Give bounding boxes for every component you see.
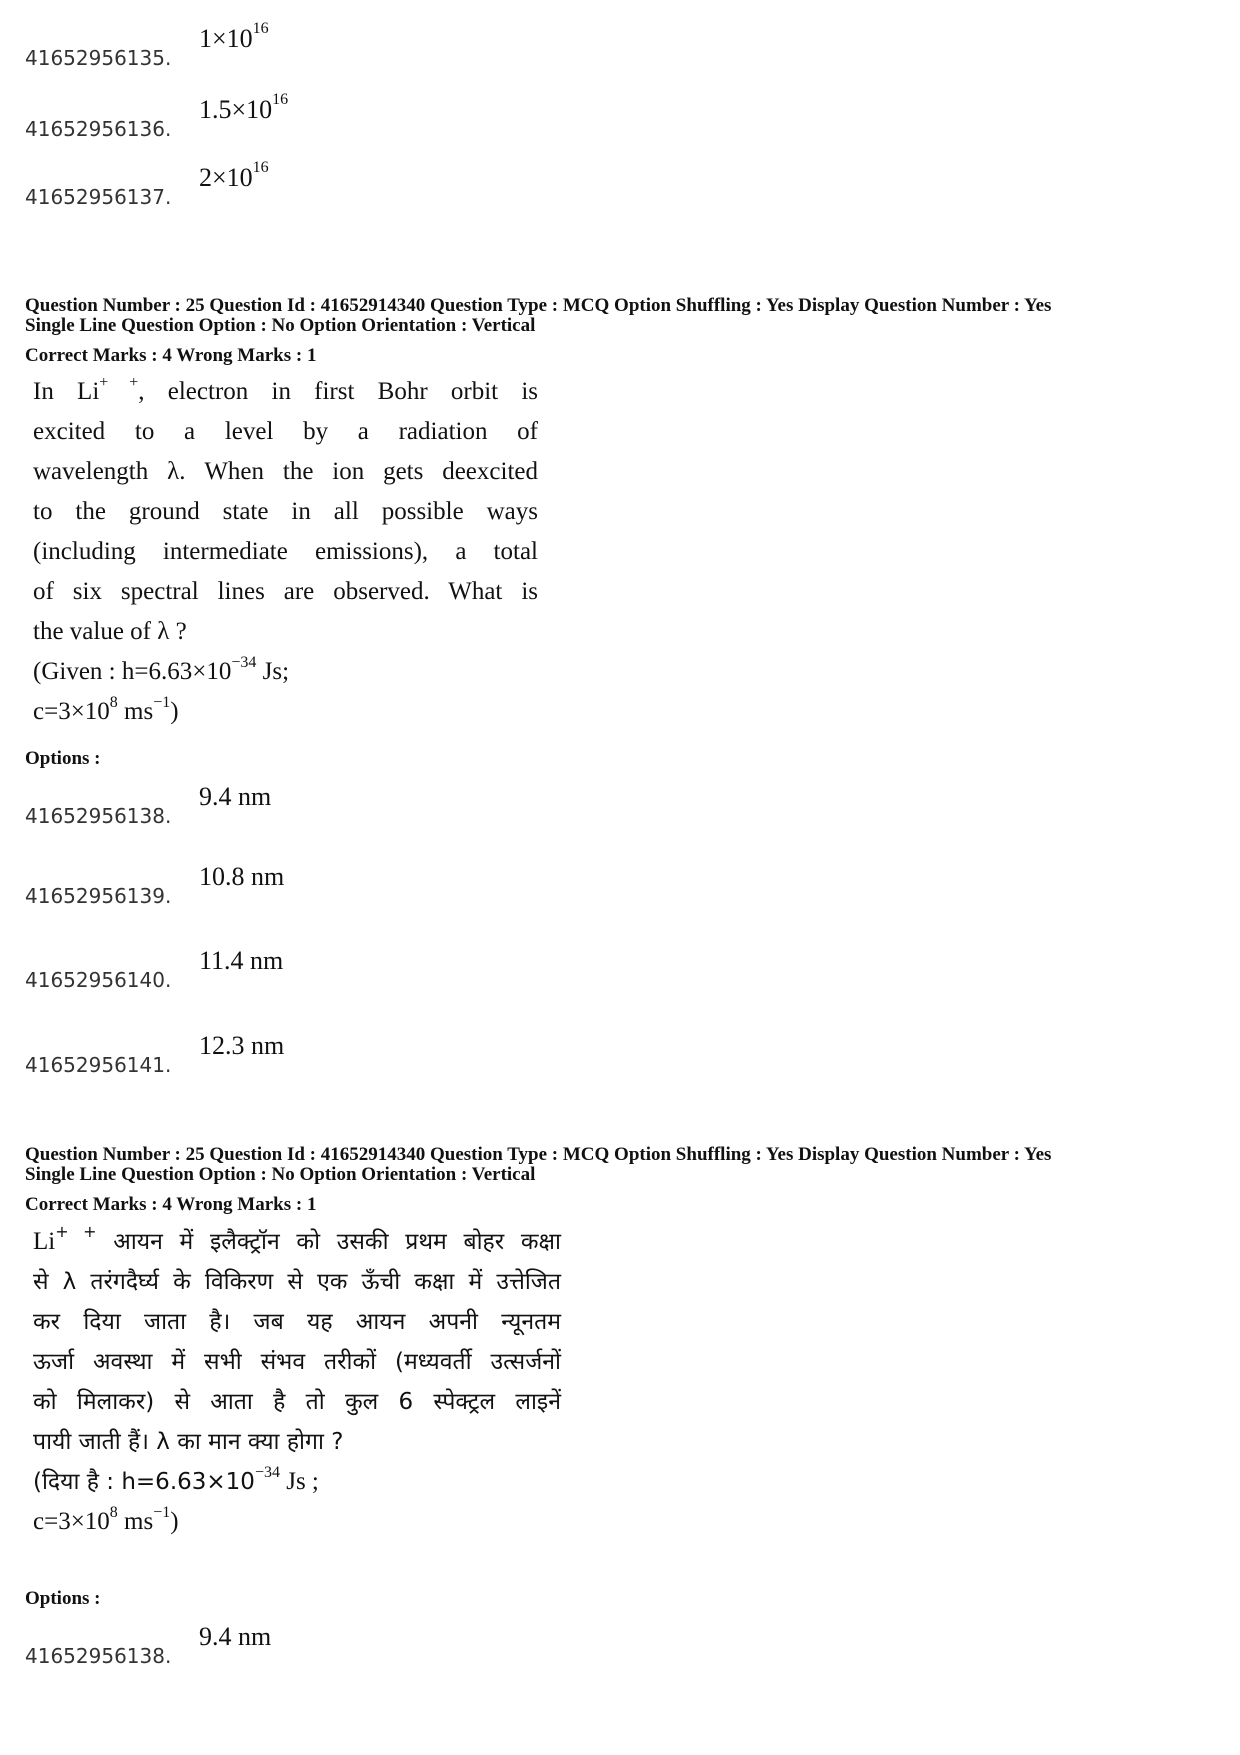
- question-text: [33, 372, 538, 732]
- question-meta: Question Number : 25 Question Id : 41652914340 Question Type : MCQ Option Shuffling : Yes Display Question Number : Yes Single Line Question Option : No Option Orientation : Vertical: [25, 1144, 1052, 1185]
- given-line: $c=3\times 10^8$ $ms^{-1}$): [33, 1504, 179, 1535]
- question-line: Li+ + आयन में इलैक्ट्रॉन को उसकी प्रथम बोहर कक्षा: [33, 1222, 561, 1255]
- option-value: 10.8 nm: [199, 862, 285, 891]
- option-value: $2\times 10^{16}$: [199, 159, 269, 192]
- question-line: In Li+ +, electron in first Bohr orbit is: [33, 374, 538, 405]
- question-line: से λ तरंगदैर्घ्य के विकिरण से एक ऊँची कक्षा में उत्तेजित: [33, 1269, 561, 1295]
- question-line: पायी जाती हैं। λ का मान क्या होगा ?: [33, 1429, 344, 1455]
- option-value: $1.5\times 10^{16}$: [199, 91, 289, 124]
- options-label: Options :: [25, 1588, 101, 1609]
- given-line: (Given : $h=6.63\times 10^{-34}$ Js;: [33, 654, 290, 685]
- question-line: (including intermediate emissions), a total: [33, 538, 538, 565]
- question-line: wavelength λ. When the ion gets deexcited: [33, 458, 538, 485]
- option-value: 9.4 nm: [199, 782, 272, 811]
- question-line: excited to a level by a radiation of: [33, 418, 538, 445]
- option-id: 41652956138.: [25, 1644, 172, 1668]
- question-line: को मिलाकर) से आता है तो कुल 6 स्पेक्ट्रल लाइनें: [33, 1389, 561, 1415]
- option-value: $1\times 10^{16}$: [199, 20, 269, 53]
- question-line: to the ground state in all possible ways: [33, 498, 538, 525]
- option-id: 41652956140.: [25, 968, 172, 992]
- option-value: 12.3 nm: [199, 1031, 285, 1060]
- question-meta: Question Number : 25 Question Id : 41652914340 Question Type : MCQ Option Shuffling : Yes Display Question Number : Yes Single Line Question Option : No Option Orientation : Vertical: [25, 295, 1052, 336]
- option-id: 41652956135.: [25, 46, 172, 70]
- question-text: [33, 1222, 561, 1542]
- question-line: of six spectral lines are observed. What is: [33, 578, 538, 605]
- question-line: ऊर्जा अवस्था में सभी संभव तरीकों (मध्यवर्ती उत्सर्जनों: [33, 1349, 561, 1375]
- option-id: 41652956136.: [25, 117, 172, 141]
- option-id: 41652956141.: [25, 1053, 172, 1077]
- question-line: the value of λ ?: [33, 618, 187, 645]
- option-id: 41652956138.: [25, 804, 172, 828]
- option-id: 41652956139.: [25, 884, 172, 908]
- options-label: Options :: [25, 748, 101, 769]
- option-id: 41652956137.: [25, 185, 172, 209]
- option-value: 11.4 nm: [199, 946, 284, 975]
- given-line: $c=3\times 10^8$ $ms^{-1}$): [33, 694, 179, 725]
- given-line: (दिया है : $h=6.63\times 10^{-34}$ Js ;: [33, 1464, 319, 1495]
- option-value: 9.4 nm: [199, 1622, 272, 1651]
- question-marks: Correct Marks : 4 Wrong Marks : 1: [25, 1194, 317, 1215]
- question-marks: Correct Marks : 4 Wrong Marks : 1: [25, 345, 317, 366]
- question-line: कर दिया जाता है। जब यह आयन अपनी न्यूनतम: [33, 1309, 561, 1335]
